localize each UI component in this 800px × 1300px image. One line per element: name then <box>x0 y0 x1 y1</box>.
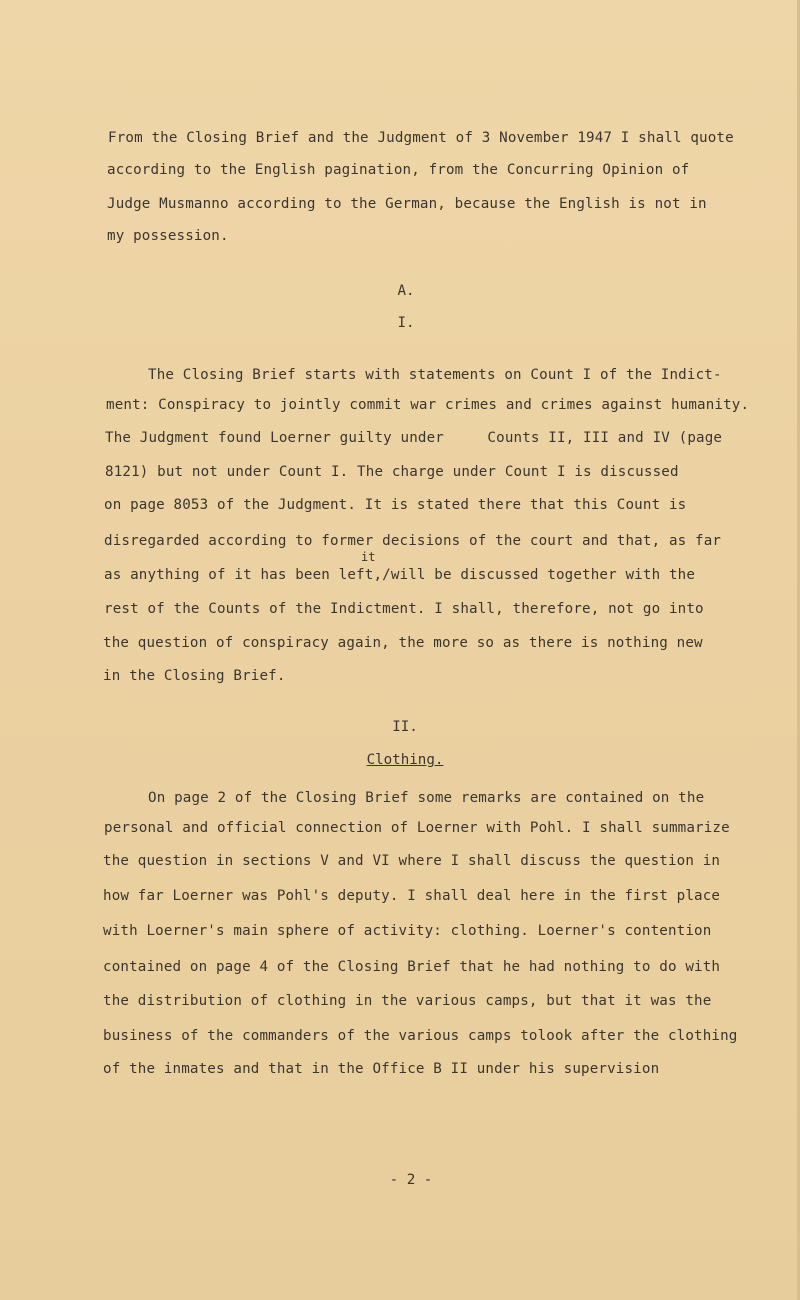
text-line: in the Closing Brief. <box>103 668 286 684</box>
section-heading: I. <box>397 315 415 331</box>
text-line: personal and official connection of Loerner with Pohl. I shall summarize <box>104 820 730 836</box>
text-line: on page 8053 of the Judgment. It is stated there that this Count is <box>104 497 687 513</box>
subsection-heading: Clothing. <box>366 752 444 768</box>
text-line: as anything of it has been left,/will be discussed together with the <box>104 567 696 583</box>
text-line: disregarded according to former decisions of the court and that, as far <box>104 533 722 549</box>
text-line: my possession. <box>107 228 229 244</box>
text-line: From the Closing Brief and the Judgment of 3 November 1947 I shall quote <box>108 130 734 146</box>
text-line: rest of the Counts of the Indictment. I shall, therefore, not go into <box>104 601 704 617</box>
section-heading: II. <box>392 719 418 735</box>
text-line: The Closing Brief starts with statements on Count I of the Indict- <box>148 367 722 383</box>
text-line: of the inmates and that in the Office B II under his supervision <box>103 1061 660 1077</box>
handwritten-insert: it <box>361 550 376 564</box>
text-line: how far Loerner was Pohl's deputy. I shall deal here in the first place <box>103 888 721 904</box>
text-line: according to the English pagination, from the Concurring Opinion of <box>107 162 690 178</box>
text-line: The Judgment found Loerner guilty under Counts II, III and IV (page <box>105 430 723 446</box>
text-line: Judge Musmanno according to the German, because the English is not in <box>107 196 707 212</box>
text-line: ment: Conspiracy to jointly commit war crimes and crimes against humanity. <box>106 397 750 413</box>
text-line: business of the commanders of the various camps tolook after the clothing <box>103 1028 738 1044</box>
text-line: the distribution of clothing in the various camps, but that it was the <box>103 993 712 1009</box>
text-line: with Loerner's main sphere of activity: clothing. Loerner's contention <box>103 923 712 939</box>
text-line: contained on page 4 of the Closing Brief that he had nothing to do with <box>103 959 721 975</box>
text-line: 8121) but not under Count I. The charge under Count I is discussed <box>105 464 679 480</box>
section-heading: A. <box>397 283 415 299</box>
page-number: - 2 - <box>389 1172 433 1188</box>
text-line: the question of conspiracy again, the more so as there is nothing new <box>103 635 703 651</box>
text-line: the question in sections V and VI where I shall discuss the question in <box>103 853 721 869</box>
text-line: On page 2 of the Closing Brief some remarks are contained on the <box>148 790 705 806</box>
